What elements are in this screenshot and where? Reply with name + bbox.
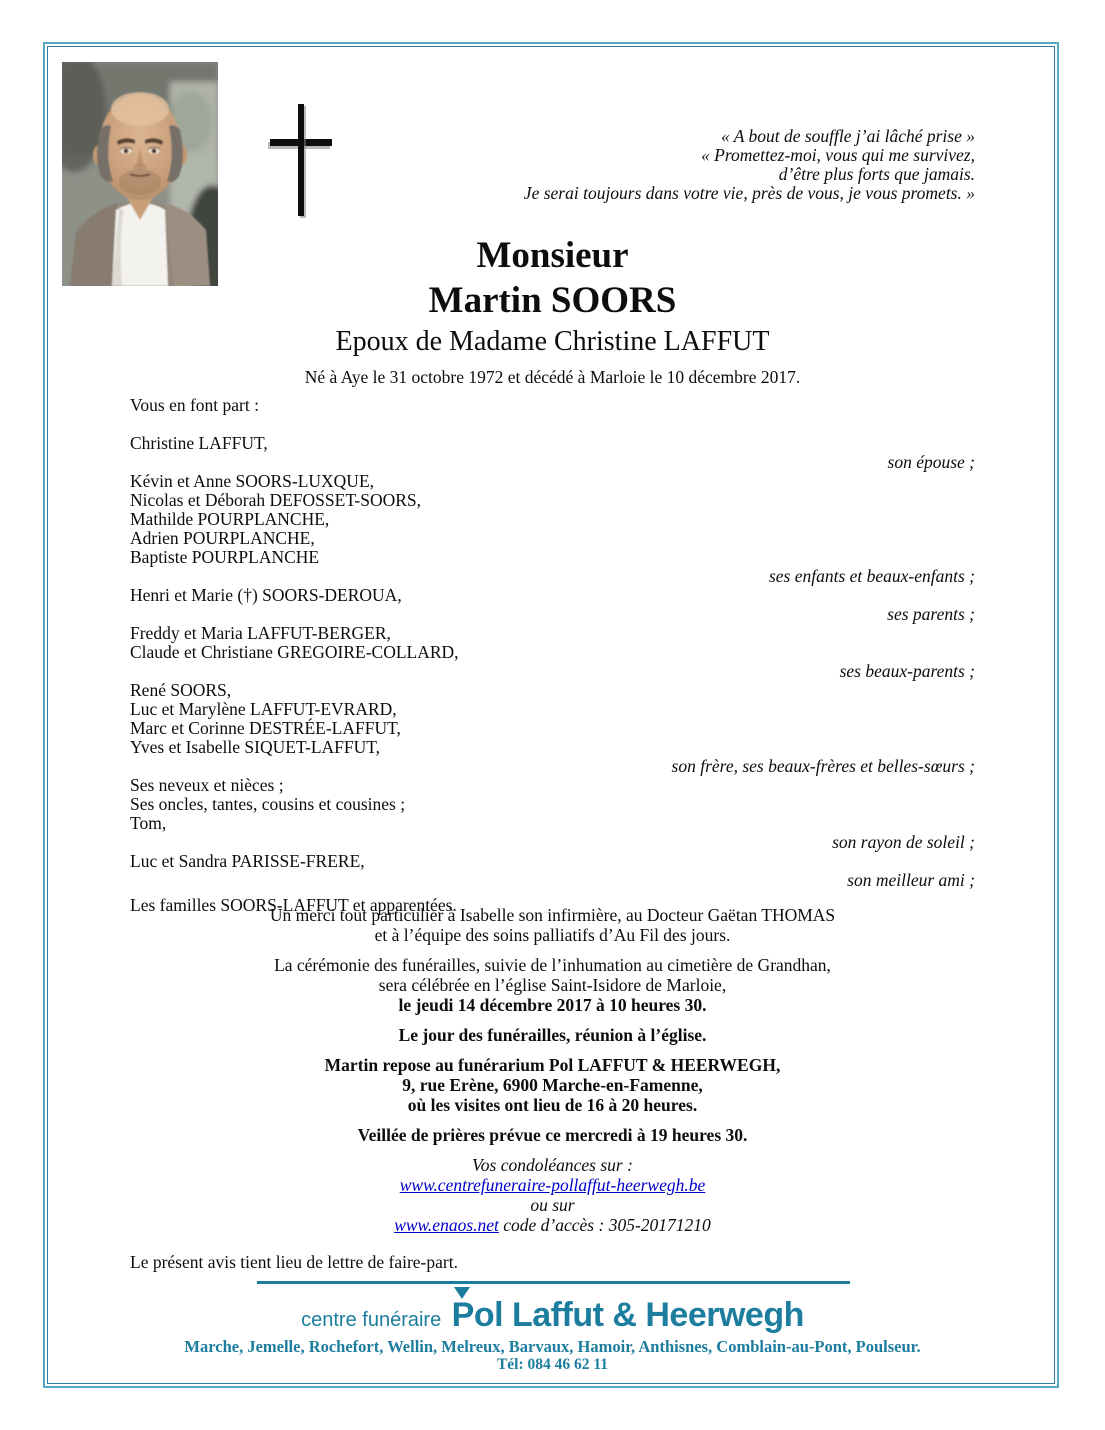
- quote-line: « Promettez-moi, vous qui me survivez,: [701, 145, 975, 165]
- ceremony-line: La cérémonie des funérailles, suivie de l’inhumation au cimetière de Grandhan,: [274, 955, 831, 975]
- condolences-paragraph: [130, 1155, 975, 1235]
- family-line: Yves et Isabelle SIQUET-LAFFUT,: [130, 737, 381, 757]
- deceased-name: Martin SOORS: [428, 280, 677, 321]
- family-line: Mathilde POURPLANCHE,: [130, 509, 330, 529]
- repose-line: Martin repose au funérarium Pol LAFFUT & HEERWEGH,: [324, 1055, 781, 1075]
- thanks-paragraph: [130, 905, 975, 945]
- family-line: Ses oncles, tantes, cousins et cousines ;: [130, 794, 406, 814]
- footer-locations: Marche, Jemelle, Rochefort, Wellin, Melreux, Barvaux, Hamoir, Anthisnes, Comblain-au-Pont, Poulseur.: [184, 1337, 921, 1356]
- family-line: Baptiste POURPLANCHE: [130, 547, 320, 567]
- family-line: Henri et Marie (†) SOORS-DEROUA,: [130, 585, 402, 605]
- family-line: Marc et Corinne DESTRÉE-LAFFUT,: [130, 718, 401, 738]
- relation-line: ses enfants et beaux-enfants ;: [768, 566, 975, 586]
- announcement-intro: Vous en font part :: [130, 395, 259, 415]
- title-block: [130, 233, 975, 387]
- logo-triangle-icon: [454, 1287, 470, 1299]
- brand-name-text: Pol Laffut & Heerwegh: [451, 1296, 804, 1334]
- thanks-line: Un merci tout particulier à Isabelle son infirmière, au Docteur Gaëtan THOMAS: [269, 905, 836, 925]
- deceased-salutation: Monsieur: [476, 235, 629, 276]
- brand-name: [452, 1296, 804, 1334]
- funeral-date-line: le jeudi 14 décembre 2017 à 10 heures 30.: [398, 995, 707, 1015]
- access-code: code d’accès : 305-20171210: [498, 1215, 711, 1235]
- ceremony-details-section: [130, 905, 975, 1245]
- quote-line: d’être plus forts que jamais.: [778, 164, 975, 184]
- family-line: Claude et Christiane GREGOIRE-COLLARD,: [130, 642, 459, 662]
- family-announcement-section: [130, 396, 975, 915]
- relation-line: son rayon de soleil ;: [832, 832, 975, 852]
- family-line: Freddy et Maria LAFFUT-BERGER,: [130, 623, 391, 643]
- quote-line: « A bout de souffle j’ai lâché prise »: [720, 126, 975, 146]
- family-line: Christine LAFFUT,: [130, 433, 268, 453]
- family-line: René SOORS,: [130, 680, 232, 700]
- family-line: Kévin et Anne SOORS-LUXQUE,: [130, 471, 375, 491]
- relation-line: ses parents ;: [887, 604, 975, 624]
- quote-line: Je serai toujours dans votre vie, près de vous, je vous promets. »: [523, 183, 975, 203]
- brand-prefix: centre funéraire: [301, 1309, 442, 1331]
- thanks-line: et à l’équipe des soins palliatifs d’Au Fil des jours.: [374, 925, 731, 945]
- family-line: Nicolas et Déborah DEFOSSET-SOORS,: [130, 490, 422, 510]
- repose-paragraph: [130, 1055, 975, 1115]
- relation-line: son épouse ;: [887, 452, 975, 472]
- footer-phone: Tél: 084 46 62 11: [496, 1356, 609, 1373]
- life-dates: Né à Aye le 31 octobre 1972 et décédé à Marloie le 10 décembre 2017.: [304, 367, 801, 387]
- funeral-home-logo: [0, 1296, 1105, 1335]
- repose-line: où les visites ont lieu de 16 à 20 heures.: [407, 1095, 698, 1115]
- repose-line: 9, rue Erène, 6900 Marche-en-Famenne,: [402, 1075, 703, 1095]
- vigil-line: Veillée de prières prévue ce mercredi à 19 heures 30.: [357, 1125, 748, 1145]
- family-line: Adrien POURPLANCHE,: [130, 528, 315, 548]
- relation-line: son meilleur ami ;: [847, 870, 975, 890]
- family-line: Ses neveux et nièces ;: [130, 775, 284, 795]
- family-line: Luc et Marylène LAFFUT-EVRARD,: [130, 699, 397, 719]
- footer-divider-line: [257, 1281, 850, 1284]
- opening-quote: [400, 127, 975, 203]
- spouse-line: Epoux de Madame Christine LAFFUT: [335, 326, 770, 357]
- relation-line: son frère, ses beaux-frères et belles-sœurs ;: [671, 756, 975, 776]
- condolences-link-primary[interactable]: www.centrefuneraire-pollaffut-heerwegh.be: [399, 1175, 706, 1195]
- condolences-or: ou sur: [530, 1195, 575, 1215]
- reunion-line: Le jour des funérailles, réunion à l’église.: [398, 1025, 707, 1045]
- legal-notice: Le présent avis tient lieu de lettre de faire-part.: [130, 1252, 458, 1272]
- family-line: Luc et Sandra PARISSE-FRERE,: [130, 851, 365, 871]
- relation-line: ses beaux-parents ;: [839, 661, 975, 681]
- cross-icon: [268, 104, 334, 218]
- ceremony-line: sera célébrée en l’église Saint-Isidore de Marloie,: [378, 975, 727, 995]
- condolences-link-secondary[interactable]: www.enaos.net: [394, 1215, 499, 1235]
- family-closing: Les familles SOORS-LAFFUT et apparentées.: [130, 895, 457, 915]
- vigil-paragraph: [130, 1125, 975, 1145]
- ceremony-paragraph: [130, 955, 975, 1015]
- condolences-intro: Vos condoléances sur :: [472, 1155, 633, 1175]
- family-line: Tom,: [130, 813, 167, 833]
- reunion-paragraph: [130, 1025, 975, 1045]
